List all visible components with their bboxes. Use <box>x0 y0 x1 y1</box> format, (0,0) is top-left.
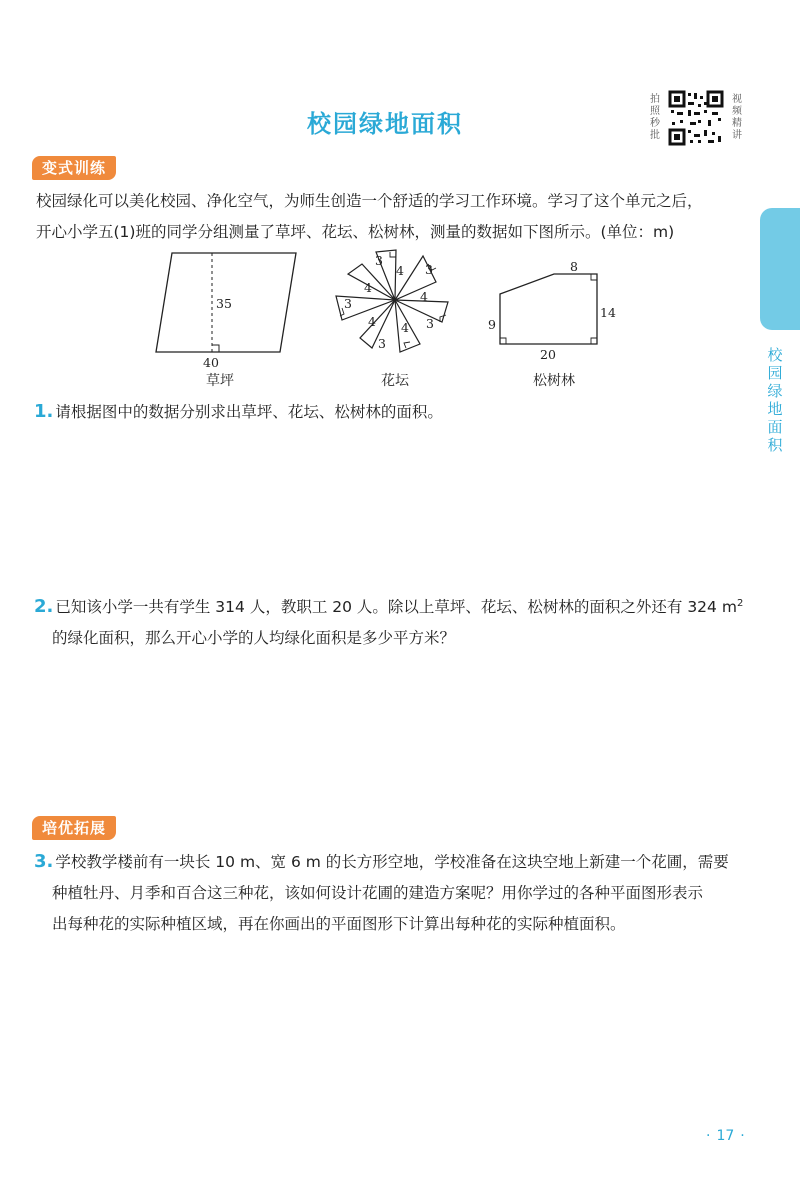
flowerbed-label-9: 4 <box>401 320 409 335</box>
pine-forest-figure <box>484 254 624 366</box>
page-number-dot-right: · <box>740 1128 745 1144</box>
flowerbed-label-1: 3 <box>375 253 383 268</box>
question-3-line-2: 种植牡丹、月季和百合这三种花，该如何设计花圃的建造方案呢？用你学过的各种平面图形表示 <box>52 884 704 902</box>
question-2-number: 2. <box>34 596 54 618</box>
flowerbed-figure <box>330 248 460 358</box>
question-3 <box>34 846 764 940</box>
pine-right-label: 14 <box>600 305 616 320</box>
flowerbed-label-4: 4 <box>364 280 372 295</box>
page-title: 校园绿地面积 <box>307 110 463 138</box>
flowerbed-caption: 花坛 <box>381 373 409 389</box>
section-badge-variant-training: 变式训练 <box>32 156 116 180</box>
question-3-number: 3. <box>34 851 54 872</box>
flowerbed-label-6: 3 <box>344 296 352 311</box>
section-badge-advanced: 培优拓展 <box>32 816 116 840</box>
side-tab-label: 校园绿地面积 <box>767 346 783 454</box>
question-1 <box>34 396 764 428</box>
question-1-text: 请根据图中的数据分别求出草坪、花坛、松树林的面积。 <box>55 403 443 421</box>
intro-paragraph <box>36 186 756 248</box>
pine-top-label: 8 <box>570 259 578 274</box>
flowerbed-label-10: 3 <box>378 336 386 351</box>
lawn-height-label: 35 <box>216 296 232 311</box>
question-2-line-2: 的绿化面积，那么开心小学的人均绿化面积是多少平方米？ <box>52 629 456 648</box>
flowerbed-label-3: 3 <box>425 262 433 277</box>
lawn-base-label: 40 <box>203 355 219 370</box>
page-number-value: 17 <box>716 1128 735 1144</box>
pine-left-label: 9 <box>488 317 496 332</box>
flowerbed-label-2: 4 <box>396 263 404 278</box>
intro-line-1: 校园绿化可以美化校园、净化空气，为师生创造一个舒适的学习工作环境。学习了这个单元之后， <box>36 192 703 210</box>
flowerbed-label-5: 4 <box>420 289 428 304</box>
intro-line-2: 开心小学五(1)班的同学分组测量了草坪、花坛、松树林，测量的数据如下图所示。(单位：m) <box>36 223 675 241</box>
lawn-figure <box>150 250 310 370</box>
page-number <box>700 1128 751 1144</box>
flowerbed-label-7: 4 <box>368 314 376 329</box>
question-3-line-1: 学校教学楼前有一块长 10 m、宽 6 m 的长方形空地，学校准备在这块空地上新建一个花圃，需要 <box>55 853 729 871</box>
qr-code-icon[interactable] <box>668 90 724 146</box>
page-number-dot-left: · <box>706 1128 711 1144</box>
qr-left-caption: 拍照秒批 <box>650 94 660 141</box>
lawn-caption: 草坪 <box>206 373 234 389</box>
pine-forest-caption: 松树林 <box>533 373 575 389</box>
question-2-superscript: 2 <box>736 598 744 609</box>
question-2 <box>34 588 764 654</box>
qr-area <box>648 90 744 150</box>
side-tab <box>760 208 800 330</box>
question-3-line-3: 出每种花的实际种植区域，再在你画出的平面图形下计算出每种花的实际种植面积。 <box>52 915 626 933</box>
qr-right-caption: 视频精讲 <box>732 94 742 141</box>
question-1-number: 1. <box>34 401 54 422</box>
question-2-line-1: 已知该小学一共有学生 314 人，教职工 20 人。除以上草坪、花坛、松树林的面积之外还有 324 m <box>55 598 737 617</box>
pine-bottom-label: 20 <box>540 347 556 362</box>
flowerbed-label-8: 3 <box>426 316 434 331</box>
